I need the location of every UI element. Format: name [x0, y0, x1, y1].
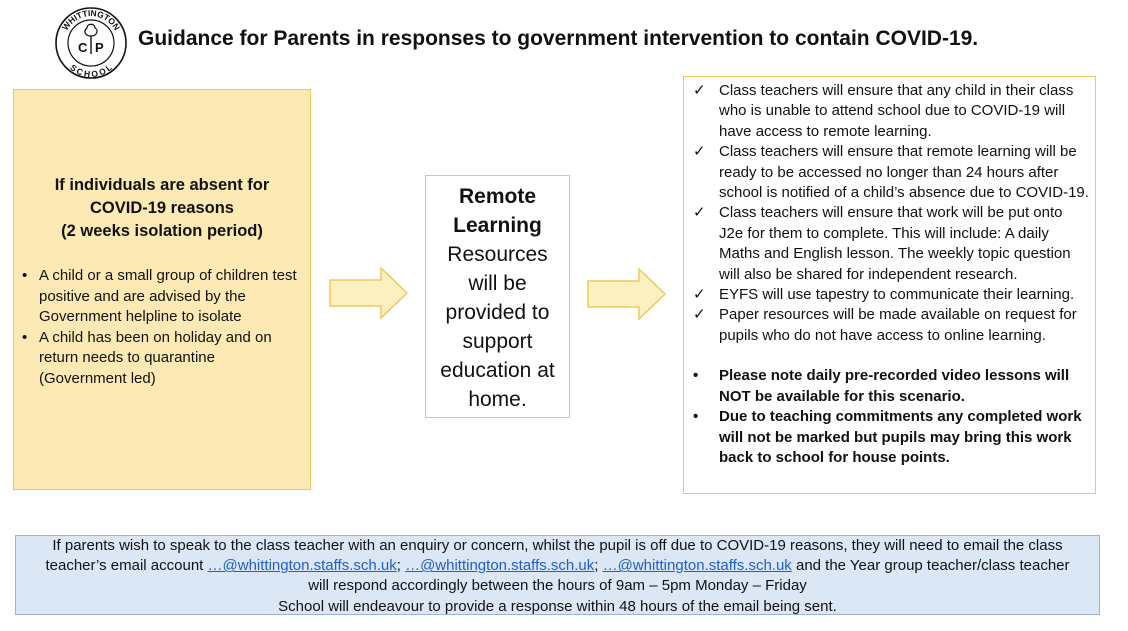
footer-line: will respond accordingly between the hours of 9am – 5pm Monday – Friday	[308, 577, 807, 595]
remote-learning-title	[426, 182, 569, 240]
list-item	[691, 285, 1089, 305]
contact-info-box	[15, 535, 1100, 615]
email-link[interactable]: …@whittington.staffs.sch.uk	[405, 557, 595, 575]
logo-bottom-text: SCHOOL	[68, 62, 114, 80]
body-line: Resources	[447, 243, 548, 266]
body-line: education at	[440, 359, 555, 382]
page-title: Guidance for Parents in responses to government intervention to contain COVID-19.	[138, 27, 979, 50]
actions-list	[691, 81, 1089, 468]
heading-line: If individuals are absent for	[54, 176, 270, 194]
absence-list	[20, 266, 302, 389]
list-item	[691, 305, 1089, 346]
list-item-text: Paper resources will be made available on request for pupils who do not have access to online learning.	[719, 306, 1077, 344]
footer-line: If parents wish to speak to the class teacher with an enquiry or concern, whilst the pupil is off due to COVID-19 reasons, they will need to email the class	[52, 537, 1063, 554]
title-line: Learning	[453, 214, 542, 237]
separator: ;	[594, 557, 603, 575]
school-logo	[54, 6, 128, 80]
email-link[interactable]: …@whittington.staffs.sch.uk	[207, 557, 397, 575]
list-item-text: EYFS will use tapestry to communicate their learning.	[719, 286, 1075, 304]
footer-text: teacher’s email account	[45, 557, 208, 575]
absence-heading	[14, 174, 310, 243]
arrow-right-icon	[587, 268, 667, 320]
body-line: support	[462, 330, 533, 353]
title-line: Remote	[458, 185, 537, 208]
email-link[interactable]: …@whittington.staffs.sch.uk	[602, 557, 792, 575]
check-icon: ✓	[693, 143, 706, 161]
list-item	[691, 366, 1089, 407]
separator: ;	[396, 557, 406, 575]
bullet-icon: •	[693, 408, 699, 426]
footer-line: School will endeavour to provide a response within 48 hours of the email being sent.	[278, 597, 837, 615]
list-item-text: A child has been on holiday and on return needs to quarantine (Government led)	[39, 328, 272, 387]
bullet-icon: •	[693, 367, 699, 385]
bullet-icon: •	[22, 267, 28, 284]
list-item	[20, 328, 302, 390]
list-item-text: Due to teaching commitments any completed work will not be marked but pupils may bring this work back to school for house points.	[719, 408, 1082, 466]
check-icon: ✓	[693, 204, 706, 222]
teacher-actions-box	[683, 76, 1096, 494]
logo-letter-p: P	[95, 40, 104, 55]
body-line: will be	[468, 272, 527, 295]
footer-text: and the Year group teacher/class teacher	[791, 557, 1070, 575]
check-icon: ✓	[693, 286, 706, 304]
check-icon: ✓	[693, 306, 706, 324]
absence-criteria-box	[13, 89, 311, 490]
list-item	[691, 142, 1089, 203]
list-item-text: Class teachers will ensure that any child in their class who is unable to attend school due to COVID-19 will have access to remote learning.	[719, 82, 1074, 140]
arrow-right-icon	[329, 267, 409, 319]
body-line: provided to	[445, 301, 550, 324]
logo-top-text: WHITTINGTON	[59, 7, 123, 33]
heading-line: (2 weeks isolation period)	[61, 222, 263, 240]
list-item-text: Class teachers will ensure that work will be put onto J2e for them to complete. This will include: A daily Maths and English lesson. The weekly topic question will also be shared for independent research.	[719, 204, 1071, 283]
footer-line	[16, 556, 1099, 576]
list-item	[691, 81, 1089, 142]
list-item	[20, 266, 302, 328]
list-item-text: Class teachers will ensure that remote learning will be ready to be accessed no longer than 24 hours after school is notified of a child’s absence due to COVID-19.	[719, 143, 1089, 202]
list-item-text: A child or a small group of children test positive and are advised by the Government helpline to isolate	[39, 267, 297, 325]
list-item	[691, 203, 1089, 285]
bullet-icon: •	[22, 328, 28, 346]
heading-line: COVID-19 reasons	[90, 199, 234, 217]
body-line: home.	[468, 388, 527, 411]
remote-learning-box	[425, 175, 570, 418]
list-item-text: Please note daily pre-recorded video lessons will NOT be available for this scenario.	[719, 367, 1070, 405]
list-item	[691, 407, 1089, 468]
spacer	[691, 346, 1089, 366]
logo-letter-c: C	[78, 40, 88, 55]
check-icon: ✓	[693, 82, 706, 99]
